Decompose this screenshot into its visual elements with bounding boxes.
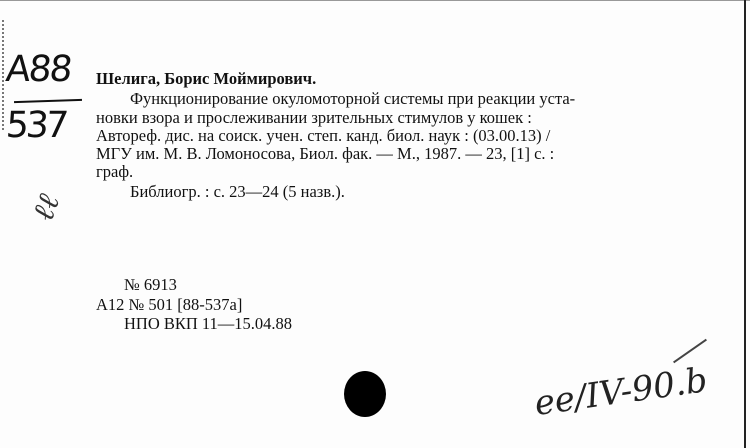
author-heading: Шелига, Борис Моймирович. — [96, 69, 317, 88]
title-line: МГУ им. М. В. Ломоносова, Биол. фак. — М., 1987. — 23, [1] с. : — [96, 144, 555, 164]
title-line: Функционирование окуломоторной системы при реакции уста- — [130, 89, 576, 109]
shelfmark-top: A88 — [3, 49, 73, 90]
punch-hole — [344, 371, 386, 417]
shelfmark-bottom: 537 — [4, 105, 68, 146]
acquisition-institution: НПО ВКП 11—15.04.88 — [124, 314, 293, 333]
card-top-edge — [0, 0, 750, 1]
title-line: Автореф. дис. на соиск. учен. степ. канд. биол. наук : (03.00.13) / — [96, 125, 551, 145]
acquisition-code: А12 № 501 [88-537а] — [96, 294, 243, 314]
title-line: новки взора и прослеживании зрительных стимулов у кошек : — [96, 107, 532, 127]
handwritten-bottom-note: ee/IV-90.b — [532, 360, 710, 424]
shelfmark — [3, 49, 96, 160]
title-line: граф. — [96, 162, 134, 182]
bibliography-note: Библиогр. : с. 23—24 (5 назв.). — [130, 181, 345, 201]
bibliographic-entry — [96, 70, 696, 201]
title-description — [96, 90, 696, 181]
card-right-edge — [744, 0, 746, 448]
shelfmark-divider — [14, 99, 82, 103]
acquisition-number: № 6913 — [124, 275, 177, 294]
handwritten-left-mark: ℓℓ — [25, 189, 68, 226]
acquisition-block — [96, 275, 476, 334]
